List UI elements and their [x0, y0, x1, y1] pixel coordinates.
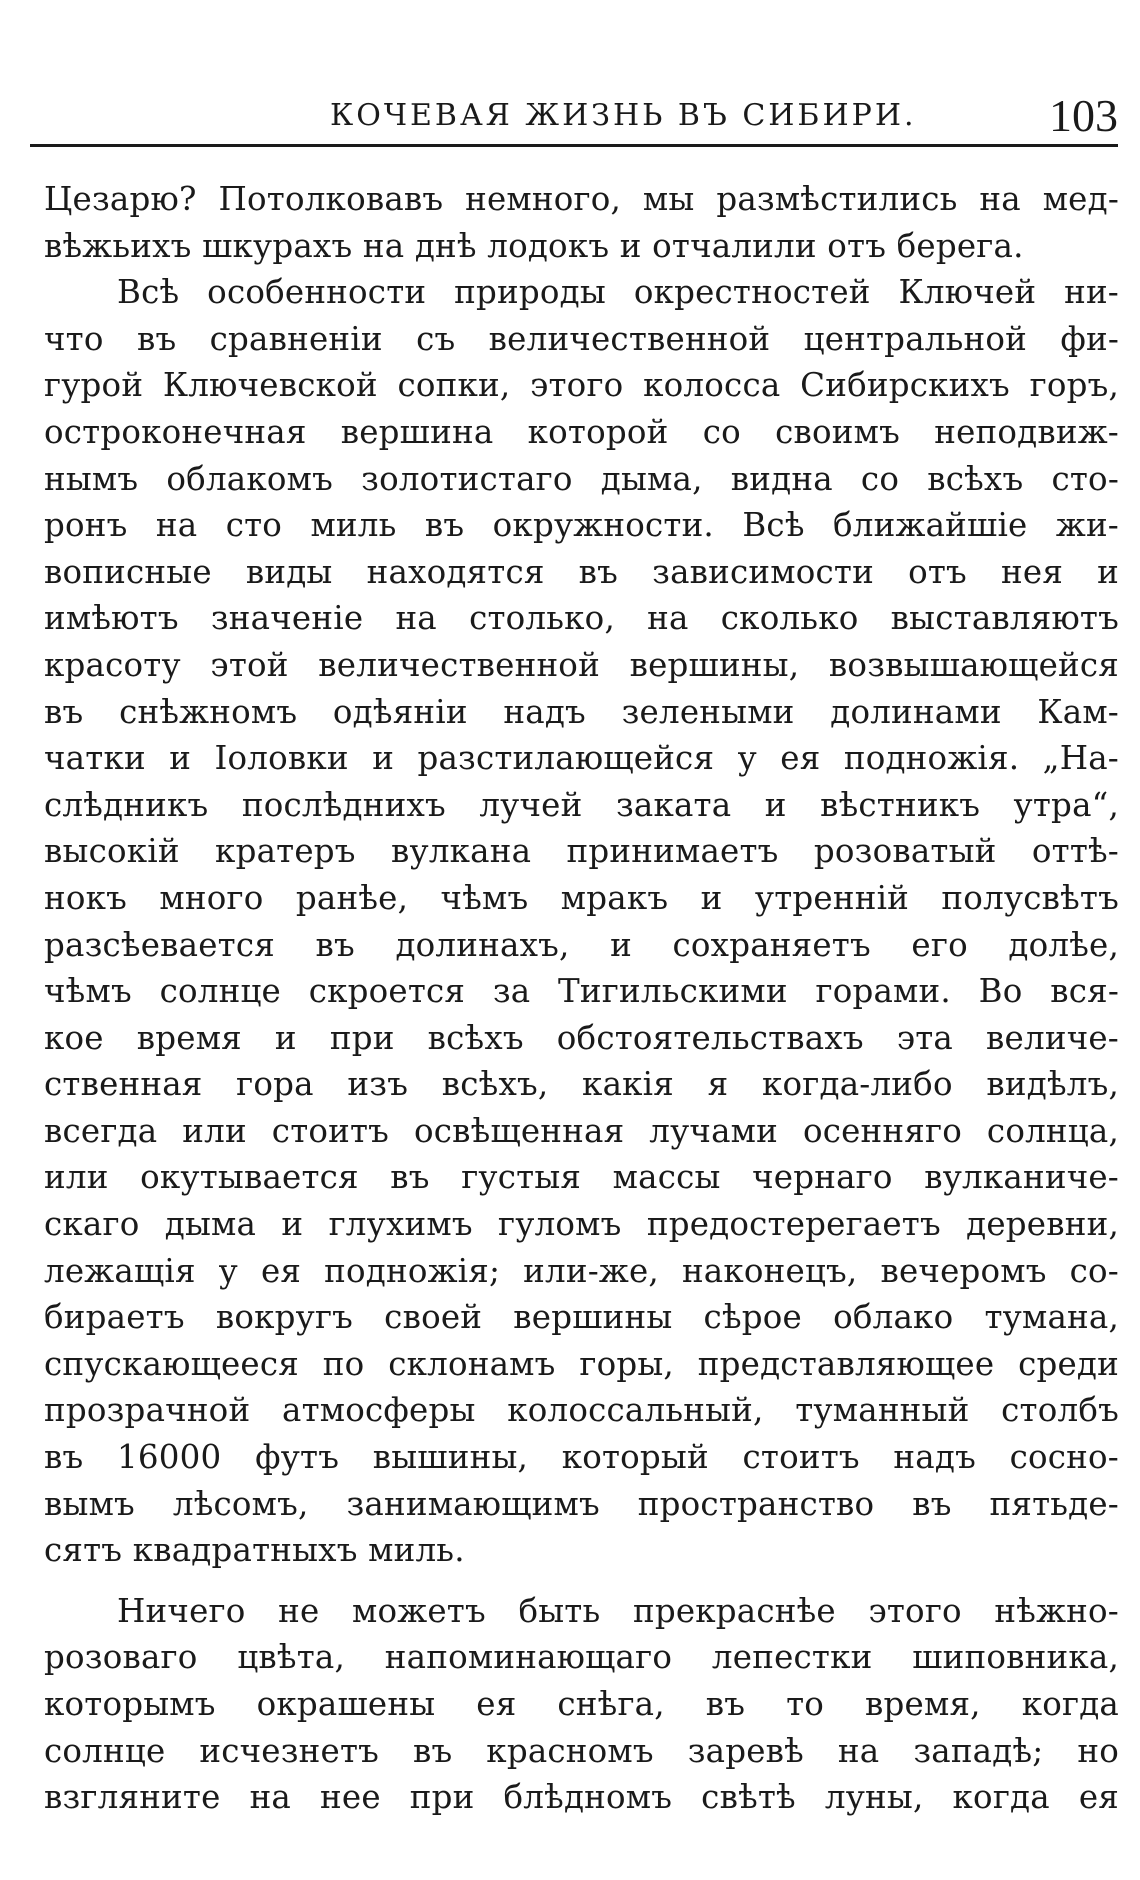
header-rule [30, 144, 1118, 147]
text-line: Всѣ особенности природы окрестностей Ключей ни- [117, 273, 1119, 312]
text-line: ронъ на сто миль въ окружности. Всѣ ближайшіе жи- [44, 506, 1119, 545]
text-line: въ 16000 футъ вышины, который стоитъ надъ сосно- [44, 1438, 1119, 1477]
running-header [30, 90, 1118, 150]
text-line: или окутывается въ густыя массы чернаго вулканиче- [44, 1158, 1119, 1197]
text-line: слѣдникъ послѣднихъ лучей заката и вѣстникъ утра“, [44, 785, 1119, 824]
text-line: кое время и при всѣхъ обстоятельствахъ эта величе- [44, 1018, 1119, 1057]
page-number: 103 [1049, 90, 1118, 141]
text-line: солнце исчезнетъ въ красномъ заревѣ на западѣ; но [44, 1731, 1119, 1770]
paragraph-2 [44, 269, 1119, 1574]
text-line: разсѣевается въ долинахъ, и сохраняетъ его долѣе, [44, 925, 1119, 964]
text-line: чѣмъ солнце скроется за Тигильскими горами. Во вся- [44, 972, 1119, 1011]
text-line: взгляните на нее при блѣдномъ свѣтѣ луны, когда ея [44, 1778, 1119, 1817]
text-line: розоваго цвѣта, напоминающаго лепестки шиповника, [44, 1638, 1119, 1677]
text-line: всегда или стоитъ освѣщенная лучами осенняго солнца, [44, 1111, 1119, 1150]
text-line: вымъ лѣсомъ, занимающимъ пространство въ пятьде- [44, 1484, 1119, 1523]
text-line: бираетъ вокругъ своей вершины сѣрое облако тумана, [44, 1298, 1119, 1337]
text-line: что въ сравненіи съ величественной центральной фи- [44, 319, 1119, 358]
paragraph-3 [44, 1588, 1119, 1821]
text-line: вописные виды находятся въ зависимости отъ нея и [44, 552, 1119, 591]
text-line: чатки и Іоловки и разстилающейся у ея подножія. „На- [44, 739, 1119, 778]
text-line: спускающееся по склонамъ горы, представляющее среди [44, 1344, 1119, 1383]
text-line: Цезарю? Потолковавъ немного, мы размѣстились на мед- [44, 180, 1119, 218]
text-line: скаго дыма и глухимъ гуломъ предостерегаетъ деревни, [44, 1205, 1119, 1244]
text-line: нымъ облакомъ золотистаго дыма, видна со всѣхъ сто- [44, 459, 1119, 498]
text-line: имѣютъ значеніе на столько, на сколько выставляютъ [44, 599, 1119, 638]
text-line: въ снѣжномъ одѣяніи надъ зелеными долинами Кам- [44, 692, 1119, 731]
text-line: нокъ много ранѣе, чѣмъ мракъ и утренній полусвѣтъ [44, 878, 1119, 917]
running-title: КОЧЕВАЯ ЖИЗНЬ ВЪ СИБИРИ. [330, 98, 917, 133]
paragraph-1 [44, 176, 1119, 269]
text-line: Ничего не можетъ быть прекраснѣе этого нѣжно- [117, 1591, 1119, 1630]
text-line: сятъ квадратныхъ миль. [44, 1531, 465, 1570]
text-line: вѣжьихъ шкурахъ на днѣ лодокъ и отчалили отъ берега. [44, 226, 1024, 265]
text-line: высокій кратеръ вулкана принимаетъ розоватый оттѣ- [44, 832, 1119, 871]
text-line: лежащія у ея подножія; или-же, наконецъ, вечеромъ со- [44, 1251, 1119, 1290]
text-line: гурой Ключевской сопки, этого колосса Сибирскихъ горъ, [44, 366, 1119, 405]
text-line: которымъ окрашены ея снѣга, въ то время, когда [44, 1685, 1119, 1723]
text-line: ственная гора изъ всѣхъ, какія я когда-либо видѣлъ, [44, 1065, 1119, 1104]
paragraph-gap [44, 1574, 1119, 1588]
text-line: красоту этой величественной вершины, возвышающейся [44, 645, 1119, 684]
text-line: прозрачной атмосферы колоссальный, туманный столбъ [44, 1391, 1119, 1430]
body-text [44, 176, 1119, 1821]
text-line: остроконечная вершина которой со своимъ неподвиж- [44, 412, 1119, 451]
